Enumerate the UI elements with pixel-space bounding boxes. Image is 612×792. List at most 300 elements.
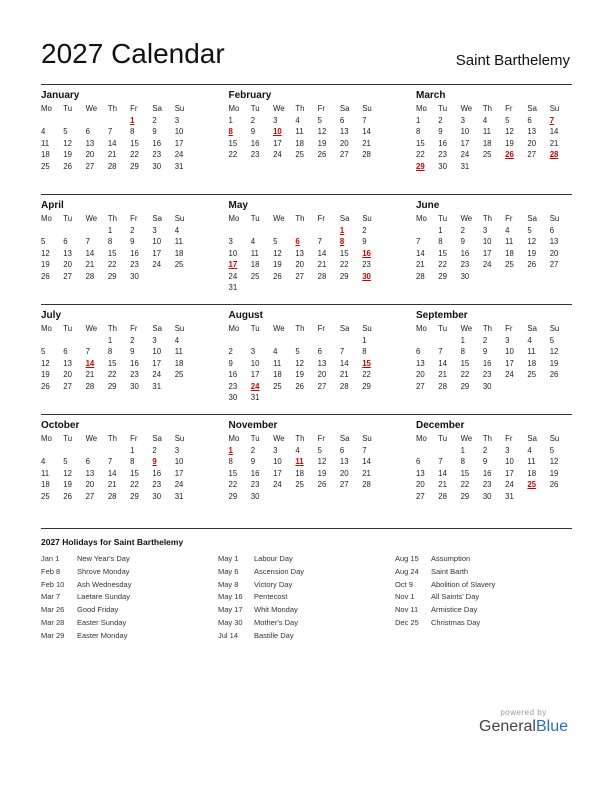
day-cell: 24: [505, 370, 514, 379]
weekday-header: Tu: [250, 104, 260, 113]
day-cell: 5: [549, 445, 555, 455]
holiday-date: May 1: [218, 554, 239, 563]
day-cell: 4: [482, 115, 488, 125]
day-grid: [41, 213, 197, 282]
day-cell: 22: [130, 150, 139, 159]
day-cell: 23: [460, 260, 470, 269]
empty-cell: [416, 445, 438, 457]
day-cell: 5: [527, 225, 532, 235]
day-cell: 10: [505, 347, 514, 356]
day-cell: 6: [85, 457, 90, 466]
day-cell: 11: [505, 237, 514, 246]
empty-cell: [273, 225, 295, 237]
month-row: [41, 84, 572, 194]
weekday-header: Th: [107, 324, 117, 333]
weekday-header: Th: [482, 434, 492, 443]
day-cell: 10: [482, 237, 492, 246]
day-cell: 30: [228, 393, 238, 402]
day-cell: 9: [482, 457, 488, 466]
month-july: [41, 309, 197, 414]
day-cell: 5: [505, 115, 510, 125]
month-january: [41, 89, 197, 194]
day-cell: 28: [438, 381, 447, 391]
day-cell: 21: [549, 138, 559, 148]
holiday-date: Nov 11: [395, 605, 419, 615]
weekday-header: We: [273, 434, 285, 443]
day-cell: 1: [460, 335, 465, 345]
day-cell: 18: [41, 150, 50, 159]
day-cell: 15: [228, 468, 238, 478]
weekday-header: Tu: [438, 434, 448, 443]
day-cell: 12: [549, 347, 559, 356]
day-cell: 17: [460, 138, 470, 148]
weekday-header: Mo: [228, 104, 240, 113]
holiday-item: [41, 566, 218, 579]
day-cell: 31: [174, 491, 184, 501]
holiday-item: [395, 553, 572, 566]
day-cell: 22: [438, 260, 447, 269]
holiday-day: 14: [85, 358, 95, 368]
day-cell: 1: [438, 225, 443, 235]
day-cell: 21: [416, 260, 425, 269]
holiday-item: [41, 579, 218, 592]
holiday-item: [218, 591, 395, 604]
empty-cell: [86, 335, 108, 347]
day-cell: 4: [250, 237, 256, 246]
weekday-header: Th: [295, 434, 305, 443]
day-cell: 9: [130, 347, 135, 356]
day-cell: 31: [505, 491, 514, 501]
day-cell: 5: [41, 347, 46, 356]
day-cell: 20: [63, 370, 72, 379]
day-cell: 24: [228, 271, 238, 281]
day-cell: 26: [527, 260, 537, 269]
day-cell: 2: [438, 115, 443, 125]
weekday-header: Sa: [152, 104, 162, 113]
day-cell: 30: [250, 491, 260, 501]
day-cell: 17: [505, 468, 514, 478]
weekday-header: Tu: [63, 434, 73, 443]
weekday-header: Mo: [41, 434, 52, 443]
day-cell: 11: [482, 127, 491, 136]
day-cell: 4: [527, 335, 532, 345]
day-cell: 13: [85, 138, 95, 148]
holiday-date: May 6: [218, 566, 239, 576]
day-cell: 27: [549, 260, 559, 269]
day-cell: 13: [416, 468, 425, 478]
holiday-name: Mother's Day: [254, 617, 298, 627]
day-cell: 12: [63, 468, 72, 478]
empty-cell: [295, 335, 317, 347]
weekday-header: We: [273, 214, 285, 223]
holiday-column: [395, 553, 572, 643]
month-name: April: [41, 200, 64, 211]
weekday-header: Su: [174, 214, 185, 223]
day-cell: 30: [438, 161, 447, 171]
day-cell: 30: [482, 491, 492, 501]
weekday-header: Su: [549, 324, 560, 333]
day-cell: 3: [505, 335, 510, 345]
day-cell: 23: [482, 480, 492, 489]
month-name: May: [228, 200, 248, 211]
weekday-header: Su: [362, 324, 372, 333]
holiday-date: May 16: [218, 592, 243, 602]
day-cell: 16: [482, 358, 492, 368]
day-cell: 28: [107, 491, 117, 501]
weekday-header: Mo: [228, 434, 240, 443]
day-cell: 3: [228, 237, 233, 246]
day-cell: 22: [228, 480, 238, 489]
weekday-header: Mo: [41, 324, 52, 333]
day-cell: 31: [228, 283, 238, 292]
day-cell: 14: [107, 468, 117, 478]
weekday-header: Tu: [63, 104, 73, 113]
day-cell: 23: [228, 381, 238, 391]
day-cell: 7: [416, 237, 421, 246]
day-cell: 16: [438, 138, 447, 148]
holiday-name: Easter Sunday: [77, 617, 127, 627]
holiday-item: [395, 604, 572, 617]
holiday-day: 8: [339, 237, 345, 246]
day-cell: 28: [438, 491, 447, 501]
empty-cell: [86, 445, 108, 457]
months-grid: [41, 84, 572, 529]
day-cell: 21: [362, 468, 371, 478]
day-cell: 23: [250, 480, 260, 489]
day-cell: 27: [295, 271, 305, 281]
day-cell: 29: [228, 491, 238, 501]
weekday-header: Th: [482, 214, 492, 223]
day-cell: 27: [416, 491, 425, 501]
day-cell: 7: [85, 237, 90, 246]
day-cell: 2: [482, 335, 488, 345]
empty-cell: [41, 335, 63, 347]
weekday-header: We: [85, 434, 98, 443]
month-april: [41, 199, 197, 304]
empty-cell: [438, 445, 460, 457]
day-cell: 10: [505, 457, 514, 466]
day-cell: 15: [228, 138, 238, 148]
holiday-item: [41, 630, 218, 643]
holiday-day: 16: [362, 248, 371, 258]
month-name: October: [41, 420, 80, 431]
day-cell: 14: [438, 358, 447, 368]
day-cell: 4: [295, 115, 300, 125]
day-cell: 18: [527, 358, 537, 368]
day-cell: 2: [460, 225, 465, 235]
day-cell: 9: [250, 457, 256, 466]
empty-cell: [86, 225, 108, 237]
holiday-name: All Saints' Day: [431, 592, 480, 602]
day-cell: 21: [362, 138, 371, 148]
weekday-header: Fr: [317, 104, 325, 113]
day-cell: 29: [107, 381, 117, 391]
day-cell: 16: [250, 468, 260, 478]
weekday-header: Mo: [228, 324, 240, 333]
holiday-day: 10: [273, 127, 282, 136]
day-cell: 31: [152, 381, 162, 391]
day-cell: 8: [416, 127, 421, 136]
holiday-item: [218, 617, 395, 630]
weekday-header: We: [460, 104, 473, 113]
month-row: [41, 414, 572, 529]
day-cell: 15: [107, 358, 117, 368]
day-cell: 22: [130, 480, 139, 489]
day-cell: 28: [85, 271, 95, 281]
day-cell: 7: [438, 347, 443, 356]
empty-cell: [108, 445, 130, 457]
holiday-column: [218, 553, 395, 643]
holiday-item: [395, 617, 572, 630]
month-february: [229, 89, 385, 194]
day-cell: 26: [273, 271, 282, 281]
day-cell: 12: [505, 127, 514, 136]
day-cell: 23: [152, 150, 162, 159]
empty-cell: [63, 445, 85, 457]
month-row: [41, 304, 572, 414]
day-cell: 16: [152, 468, 162, 478]
day-cell: 14: [362, 457, 371, 466]
day-cell: 25: [527, 370, 537, 379]
day-cell: 28: [107, 161, 117, 171]
day-cell: 12: [317, 127, 327, 136]
weekday-header: Mo: [41, 214, 52, 223]
day-cell: 13: [317, 358, 327, 368]
day-cell: 20: [85, 480, 95, 489]
day-cell: 6: [339, 445, 345, 455]
day-cell: 19: [41, 260, 50, 269]
day-cell: 29: [339, 271, 349, 281]
holiday-date: May 17: [218, 605, 243, 615]
weekday-header: Th: [482, 324, 492, 333]
day-cell: 11: [41, 138, 50, 148]
day-cell: 28: [362, 480, 371, 489]
day-cell: 17: [174, 468, 184, 478]
day-cell: 17: [250, 370, 260, 379]
day-grid: [229, 323, 385, 404]
weekday-header: Tu: [250, 434, 260, 443]
empty-cell: [416, 225, 438, 237]
day-cell: 10: [273, 457, 282, 466]
day-cell: 12: [527, 237, 537, 246]
weekday-header: Sa: [527, 324, 537, 333]
day-cell: 24: [505, 480, 514, 489]
day-cell: 25: [482, 150, 492, 159]
day-grid: [229, 433, 385, 502]
day-cell: 16: [228, 370, 238, 379]
weekday-header: Su: [549, 104, 560, 113]
day-cell: 7: [317, 237, 322, 246]
day-cell: 6: [63, 347, 68, 356]
holiday-day: 29: [416, 161, 425, 171]
day-cell: 28: [362, 150, 371, 159]
empty-cell: [416, 335, 438, 347]
day-cell: 9: [460, 237, 465, 246]
day-cell: 17: [273, 468, 282, 478]
day-cell: 30: [460, 271, 470, 281]
holiday-name: Ascension Day: [254, 566, 305, 576]
day-cell: 5: [273, 237, 278, 246]
day-cell: 12: [41, 248, 50, 258]
day-cell: 20: [339, 138, 349, 148]
day-cell: 24: [482, 260, 492, 269]
day-cell: 17: [273, 138, 282, 148]
day-cell: 28: [85, 381, 95, 391]
day-cell: 29: [460, 381, 470, 391]
month-november: [229, 419, 385, 528]
day-cell: 20: [63, 260, 72, 269]
holiday-date: Feb 10: [41, 579, 65, 589]
month-name: February: [228, 90, 272, 101]
day-cell: 4: [41, 457, 46, 466]
weekday-header: Sa: [339, 324, 350, 333]
day-cell: 5: [41, 237, 46, 246]
day-cell: 23: [482, 370, 492, 379]
day-cell: 25: [295, 150, 305, 159]
day-cell: 2: [152, 115, 157, 125]
holiday-date: Jan 1: [41, 554, 60, 563]
weekday-header: Mo: [228, 214, 240, 223]
brand-logo[interactable]: [479, 708, 568, 736]
weekday-header: Th: [107, 214, 117, 223]
day-cell: 19: [317, 468, 327, 478]
day-cell: 21: [438, 370, 447, 379]
day-cell: 2: [130, 225, 135, 235]
powered-by-text: powered by: [500, 708, 547, 717]
day-cell: 25: [41, 161, 50, 171]
holiday-day: 9: [152, 457, 157, 466]
month-name: September: [416, 310, 468, 321]
weekday-header: We: [460, 324, 473, 333]
weekday-header: Fr: [130, 324, 138, 333]
holiday-date: Aug 24: [395, 566, 419, 576]
month-march: [416, 89, 572, 194]
day-cell: 30: [152, 161, 162, 171]
day-cell: 3: [460, 115, 465, 125]
day-cell: 12: [63, 138, 72, 148]
holiday-date: Mar 28: [41, 617, 65, 627]
day-cell: 15: [130, 138, 139, 148]
day-cell: 18: [273, 370, 282, 379]
weekday-header: Tu: [63, 214, 73, 223]
day-cell: 20: [416, 480, 425, 489]
empty-cell: [438, 335, 460, 347]
holiday-day: 11: [295, 457, 304, 466]
day-cell: 18: [295, 468, 305, 478]
holiday-item: [218, 566, 395, 579]
day-cell: 26: [41, 381, 50, 391]
day-cell: 19: [41, 370, 50, 379]
holiday-date: Mar 26: [41, 605, 65, 615]
day-cell: 22: [362, 370, 371, 379]
month-august: [229, 309, 385, 414]
day-cell: 11: [527, 457, 536, 466]
day-cell: 12: [295, 358, 305, 368]
day-cell: 16: [130, 358, 139, 368]
holiday-date: Dec 25: [395, 617, 419, 627]
day-cell: 9: [152, 127, 157, 136]
empty-cell: [229, 225, 251, 237]
weekday-header: Th: [107, 434, 117, 443]
weekday-header: Tu: [438, 324, 448, 333]
day-cell: 10: [174, 127, 184, 136]
day-cell: 21: [85, 260, 95, 269]
day-cell: 17: [152, 358, 162, 368]
day-grid: [416, 433, 572, 502]
day-cell: 15: [416, 138, 425, 148]
holiday-name: New Year's Day: [77, 554, 130, 563]
day-cell: 27: [63, 271, 72, 281]
day-cell: 24: [152, 370, 162, 379]
holiday-day: 24: [250, 381, 260, 391]
day-cell: 1: [228, 115, 233, 125]
day-grid: [41, 433, 197, 502]
empty-cell: [41, 445, 63, 457]
day-grid: [416, 323, 572, 392]
weekday-header: We: [460, 434, 473, 443]
day-cell: 3: [505, 445, 510, 455]
brand-name: [479, 718, 568, 736]
day-cell: 1: [460, 445, 465, 455]
day-cell: 25: [174, 370, 184, 379]
day-cell: 25: [273, 381, 282, 391]
day-cell: 21: [107, 150, 117, 159]
day-cell: 19: [273, 260, 282, 269]
day-cell: 20: [339, 468, 349, 478]
holiday-name: Whit Monday: [254, 605, 298, 615]
day-cell: 8: [460, 457, 465, 466]
holiday-date: Aug 15: [395, 554, 419, 563]
month-name: July: [41, 310, 62, 321]
day-cell: 25: [41, 491, 50, 501]
weekday-header: Su: [362, 104, 372, 113]
day-cell: 13: [416, 358, 425, 368]
day-cell: 27: [339, 150, 349, 159]
day-cell: 16: [130, 248, 139, 258]
holiday-name: Armistice Day: [431, 605, 478, 615]
day-cell: 13: [295, 248, 305, 258]
day-cell: 28: [339, 381, 349, 391]
empty-cell: [63, 115, 85, 127]
day-cell: 4: [174, 225, 180, 235]
day-cell: 12: [41, 358, 50, 368]
day-cell: 1: [107, 225, 113, 235]
day-cell: 17: [152, 248, 162, 258]
day-cell: 14: [107, 138, 117, 148]
day-cell: 9: [438, 127, 443, 136]
day-cell: 31: [174, 161, 184, 171]
holiday-item: [395, 579, 572, 592]
day-cell: 19: [549, 358, 559, 368]
holiday-day: 1: [228, 445, 233, 455]
holiday-name: Good Friday: [77, 605, 119, 615]
day-cell: 16: [250, 138, 260, 148]
day-cell: 7: [438, 457, 443, 466]
day-cell: 14: [317, 248, 327, 258]
day-grid: [416, 103, 572, 172]
weekday-header: Tu: [438, 214, 448, 223]
day-cell: 29: [130, 491, 139, 501]
weekday-header: Tu: [63, 324, 73, 333]
day-cell: 9: [228, 358, 233, 368]
day-cell: 28: [317, 271, 327, 281]
day-cell: 4: [527, 445, 532, 455]
day-cell: 30: [130, 381, 139, 391]
day-cell: 3: [174, 445, 180, 455]
holidays-columns: [41, 553, 572, 643]
day-cell: 28: [416, 271, 425, 281]
day-cell: 26: [317, 480, 327, 489]
